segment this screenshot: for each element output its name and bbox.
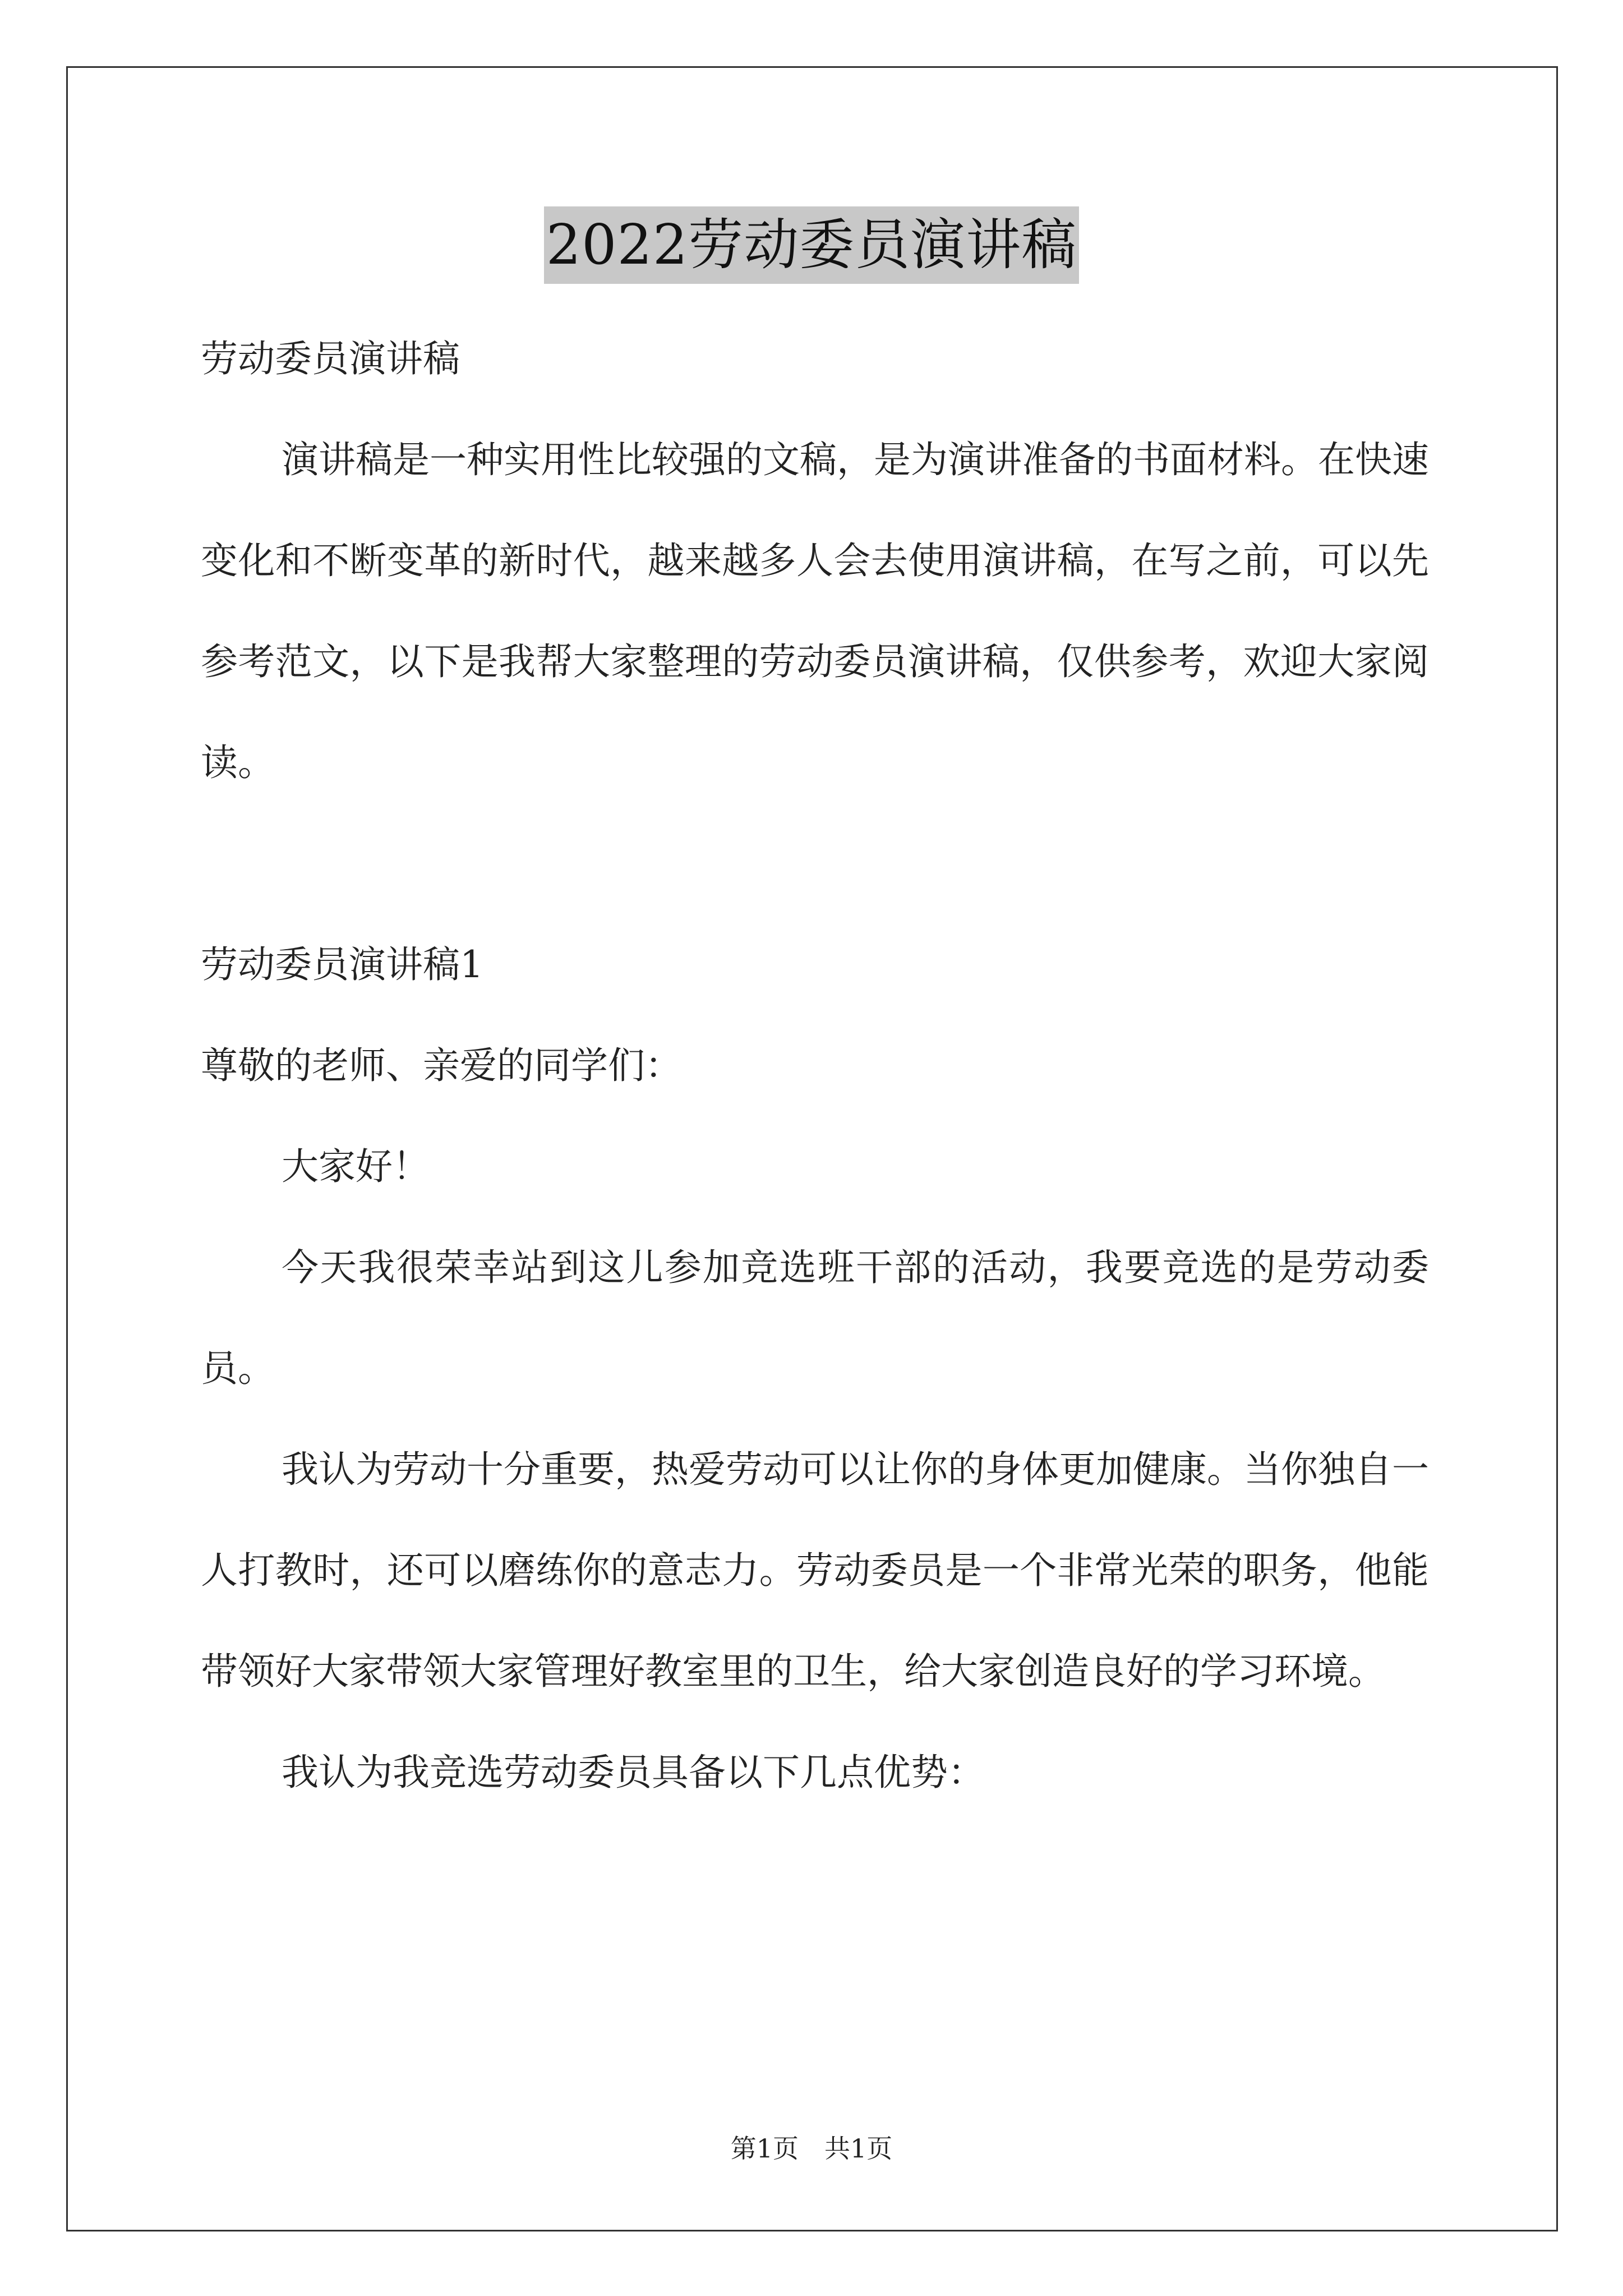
document-title: 2022劳动委员演讲稿 [544, 206, 1079, 284]
page-number: 第1页 共1页 [730, 2133, 893, 2164]
body-paragraph: 我认为劳动十分重要，热爱劳动可以让你的身体更加健康。当你独自一人打教时，还可以磨练你的意志力。劳动委员是一个非常光荣的职务，他能带领好大家带领大家管理好教室里的卫生，给大家创造良好的学习环境。 [201, 1448, 1429, 1693]
page-footer [0, 2132, 1623, 2165]
heading-paragraph: 劳动委员演讲稿 [201, 337, 460, 380]
salutation: 尊敬的老师、亲爱的同学们： [201, 1044, 682, 1087]
spacer [201, 813, 1429, 914]
intro-paragraph: 演讲稿是一种实用性比较强的文稿，是为演讲准备的书面材料。在快速变化和不断变革的新时代，越来越多人会去使用演讲稿，在写之前，可以先参考范文，以下是我帮大家整理的劳动委员演讲稿，仅供参考，欢迎大家阅读。 [201, 438, 1429, 784]
document-body [201, 309, 1429, 1823]
section-heading: 劳动委员演讲稿1 [201, 943, 483, 986]
title-container [0, 206, 1623, 284]
body-paragraph: 今天我很荣幸站到这儿参加竞选班干部的活动，我要竞选的是劳动委员。 [201, 1246, 1429, 1390]
greeting: 大家好！ [282, 1145, 430, 1188]
body-paragraph: 我认为我竞选劳动委员具备以下几点优势： [282, 1751, 985, 1794]
